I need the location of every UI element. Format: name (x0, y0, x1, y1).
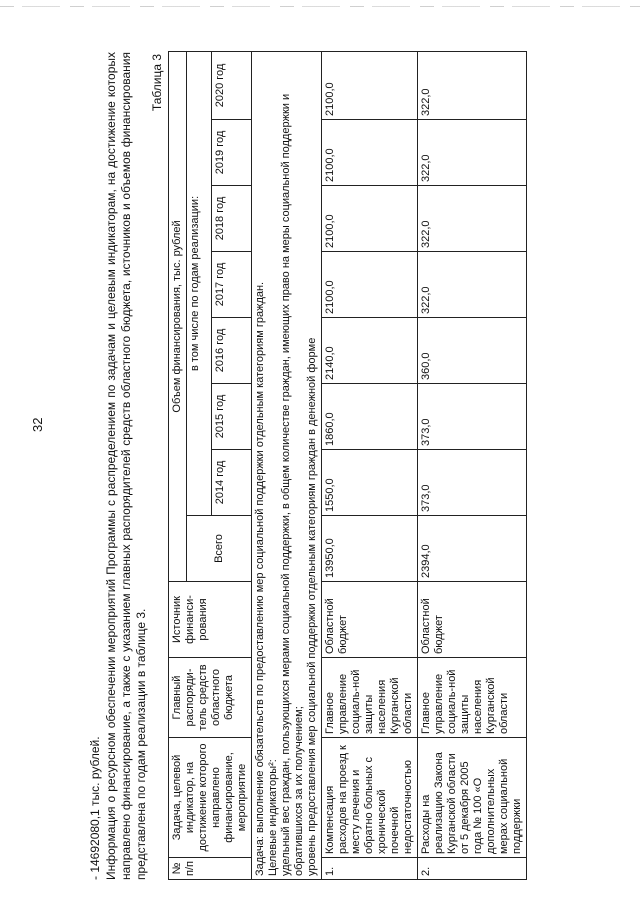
page-number: 32 (30, 417, 45, 432)
row-year-value: 373,0 (418, 450, 527, 516)
indicator-1: удельный вес граждан, пользующихся мерами социальной поддержки, в общем количестве граждан, имеющих право на меры социальной поддержки и обратившихся за их получением; (280, 93, 305, 876)
header-by-year: в том числе по годам реализации: (187, 51, 212, 515)
header-year: 2018 год (212, 186, 252, 252)
intro-paragraph: Информация о ресурсном обеспечении мероприятий Программы с распределением по задачам и целевым индикаторам, на достижение которых направлено финансирование, а также с указанием главных распорядителей средств областного бюджета, источников и объемов финансирования представлена по годам реализации в таблице 3. (104, 52, 148, 880)
header-year: 2017 год (212, 252, 252, 318)
header-source: Источник финанси-рования (169, 582, 252, 658)
row-total: 13950,0 (322, 516, 418, 582)
row-manager: Главное управление социаль-ной защиты населения Курганской области (418, 658, 527, 738)
rotated-page-content (88, 50, 608, 880)
header-year: 2015 год (212, 384, 252, 450)
row-year-value: 322,0 (418, 252, 527, 318)
header-year: 2020 год (212, 51, 252, 119)
task-line: Задача: выполнение обязательств по предоставлению мер социальной поддержки отдельным категориям граждан. (254, 281, 266, 876)
table-label: Таблица 3 (150, 54, 164, 112)
row-source: Областной бюджет (322, 582, 418, 658)
header-year: 2016 год (212, 318, 252, 384)
row-year-value: 2100,0 (322, 51, 418, 119)
header-volume: Объем финансирования, тыс. рублей (169, 51, 187, 581)
row-num: 2. (418, 858, 527, 880)
row-year-value: 2140,0 (322, 318, 418, 384)
total-amount-line: - 14692080,1 тыс. рублей. (88, 736, 102, 880)
header-year: 2019 год (212, 120, 252, 186)
header-manager: Главный распоряди-тель средств областного бюджета (169, 658, 252, 738)
header-total: Всего (187, 516, 252, 582)
task-row (252, 51, 322, 879)
row-task: Компенсация расходов на проезд к месту лечения и обратно больных с хронической почечной недостаточностью (322, 738, 418, 858)
row-year-value: 373,0 (418, 384, 527, 450)
scan-artifact-line (0, 6, 640, 7)
table-row (322, 51, 418, 879)
row-year-value: 322,0 (418, 51, 527, 119)
indicators-heading: Целевые индикаторы²: (267, 759, 279, 876)
row-year-value: 322,0 (418, 186, 527, 252)
row-source: Областной бюджет (418, 582, 527, 658)
indicator-2: уровень предоставления мер социальной поддержки отдельным категориям граждан в денежной форме (306, 337, 318, 876)
row-year-value: 2100,0 (322, 120, 418, 186)
row-year-value: 360,0 (418, 318, 527, 384)
header-task: Задача, целевой индикатор, на достижение которого направлено финансирование, мероприятие (169, 738, 252, 858)
row-year-value: 1860,0 (322, 384, 418, 450)
funding-table (168, 51, 527, 880)
row-year-value: 1550,0 (322, 450, 418, 516)
header-num: № п/п (169, 858, 252, 880)
row-num: 1. (322, 858, 418, 880)
row-year-value: 322,0 (418, 120, 527, 186)
header-year: 2014 год (212, 450, 252, 516)
row-year-value: 2100,0 (322, 186, 418, 252)
row-task: Расходы на реализацию Закона Курганской области от 5 декабря 2005 года № 100 «О дополнительных мерах социальной поддержки (418, 738, 527, 858)
row-manager: Главное управление социаль-ной защиты населения Курганской области (322, 658, 418, 738)
row-total: 2394,0 (418, 516, 527, 582)
row-year-value: 2100,0 (322, 252, 418, 318)
table-row (418, 51, 527, 879)
